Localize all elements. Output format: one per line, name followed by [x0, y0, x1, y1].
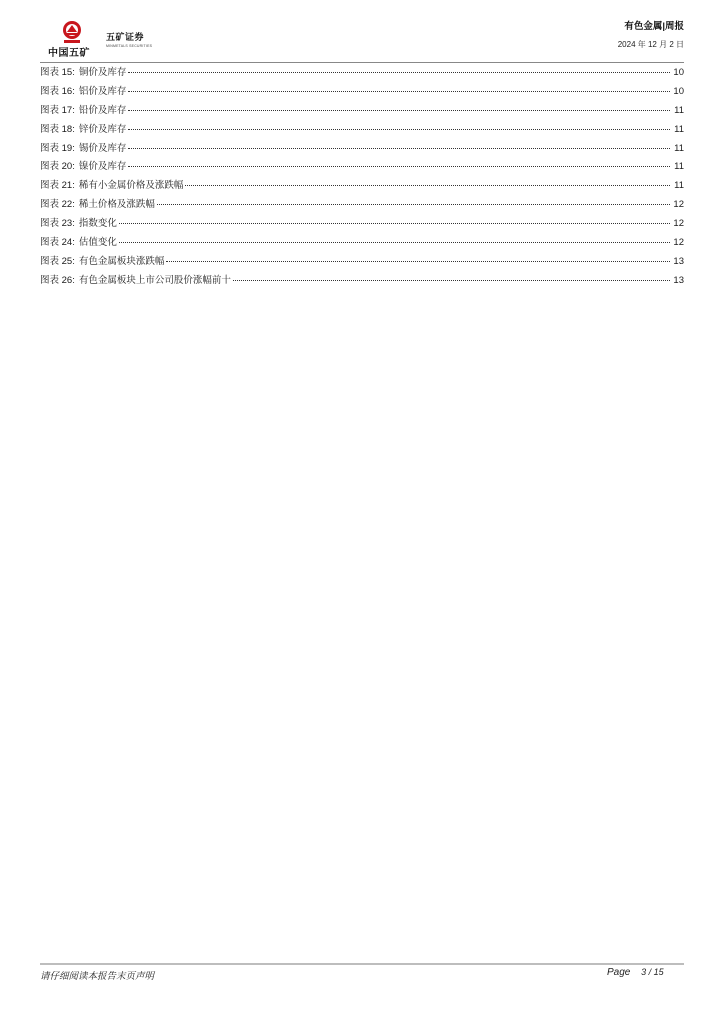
report-type: 有色金属|周报 [624, 21, 684, 32]
minmetals-emblem-icon [60, 20, 84, 44]
toc-entry[interactable] [40, 83, 684, 102]
header-divider [40, 62, 684, 63]
report-date: 2024 年 12 月 2 日 [617, 40, 684, 49]
toc-entry-page: 12 [673, 237, 684, 249]
figure-index [40, 64, 684, 291]
toc-entry[interactable] [40, 140, 684, 159]
toc-entry-label: 图表 23: [40, 218, 75, 230]
toc-entry-page: 11 [674, 161, 684, 173]
toc-entry-label: 图表 25: [40, 255, 75, 267]
toc-entry-title: 稀土价格及涨跌幅 [78, 199, 155, 211]
toc-dot-leader [166, 261, 670, 262]
toc-entry[interactable] [40, 196, 684, 215]
toc-dot-leader [233, 280, 670, 281]
footer-divider [40, 963, 684, 965]
logo-sub-cn: 五矿证券 [106, 32, 145, 42]
page-header [40, 14, 684, 64]
toc-entry-title: 有色金属板块上市公司股价涨幅前十 [78, 274, 231, 286]
toc-entry-page: 12 [673, 218, 684, 230]
logo-sub-en: MINMETALS SECURITIES [106, 44, 153, 48]
toc-entry-label: 图表 17: [40, 104, 75, 116]
toc-entry-title: 锌价及库存 [78, 123, 127, 135]
toc-entry[interactable] [40, 215, 684, 234]
toc-entry-page: 11 [674, 104, 684, 116]
toc-dot-leader [128, 166, 670, 167]
toc-entry[interactable] [40, 177, 684, 196]
toc-entry-label: 图表 22: [40, 199, 75, 211]
toc-dot-leader [185, 185, 670, 186]
toc-entry[interactable] [40, 158, 684, 177]
toc-dot-leader [128, 110, 670, 111]
toc-entry-title: 估值变化 [78, 237, 117, 249]
page-number: 3 / 15 [641, 967, 664, 977]
toc-dot-leader [119, 223, 670, 224]
toc-entry[interactable] [40, 121, 684, 140]
page-indicator [607, 967, 664, 978]
toc-dot-leader [157, 204, 670, 205]
toc-entry-label: 图表 15: [40, 67, 75, 78]
toc-entry[interactable] [40, 234, 684, 253]
toc-entry-title: 镍价及库存 [78, 161, 127, 173]
toc-entry-title: 铅价及库存 [78, 104, 127, 116]
toc-entry-page: 12 [673, 199, 684, 211]
toc-entry-page: 13 [673, 255, 684, 267]
toc-entry-title: 铜价及库存 [78, 67, 127, 78]
toc-entry[interactable] [40, 64, 684, 83]
toc-entry-title: 铝价及库存 [78, 85, 127, 97]
toc-dot-leader [128, 72, 670, 73]
toc-dot-leader [128, 129, 670, 130]
logo-main-text: 中国五矿 [48, 48, 90, 59]
toc-entry[interactable] [40, 102, 684, 121]
toc-entry-page: 11 [674, 142, 684, 154]
toc-entry-title: 稀有小金属价格及涨跌幅 [78, 180, 184, 192]
toc-entry-title: 锡价及库存 [78, 142, 127, 154]
toc-entry-label: 图表 26: [40, 274, 75, 286]
toc-entry-title: 有色金属板块涨跌幅 [78, 255, 165, 267]
company-logo [48, 20, 153, 60]
toc-entry-page: 11 [674, 180, 684, 192]
toc-entry-page: 10 [673, 67, 684, 78]
toc-entry-label: 图表 18: [40, 123, 75, 135]
toc-entry-label: 图表 21: [40, 180, 75, 192]
toc-dot-leader [128, 148, 670, 149]
toc-entry[interactable] [40, 253, 684, 272]
toc-entry-page: 13 [673, 274, 684, 286]
toc-entry-page: 11 [674, 123, 684, 135]
logo-sub-text [106, 30, 152, 48]
toc-entry-label: 图表 20: [40, 161, 75, 173]
toc-entry-label: 图表 16: [40, 85, 75, 97]
footer-disclaimer: 请仔细阅读本报告末页声明 [40, 971, 155, 982]
toc-entry-label: 图表 19: [40, 142, 75, 154]
toc-entry-label: 图表 24: [40, 237, 75, 249]
toc-dot-leader [119, 242, 670, 243]
toc-entry-page: 10 [673, 85, 684, 97]
page-word: Page [607, 967, 631, 978]
toc-entry[interactable] [40, 272, 684, 291]
toc-dot-leader [128, 91, 670, 92]
toc-entry-title: 指数变化 [78, 218, 117, 230]
header-meta [618, 18, 684, 50]
